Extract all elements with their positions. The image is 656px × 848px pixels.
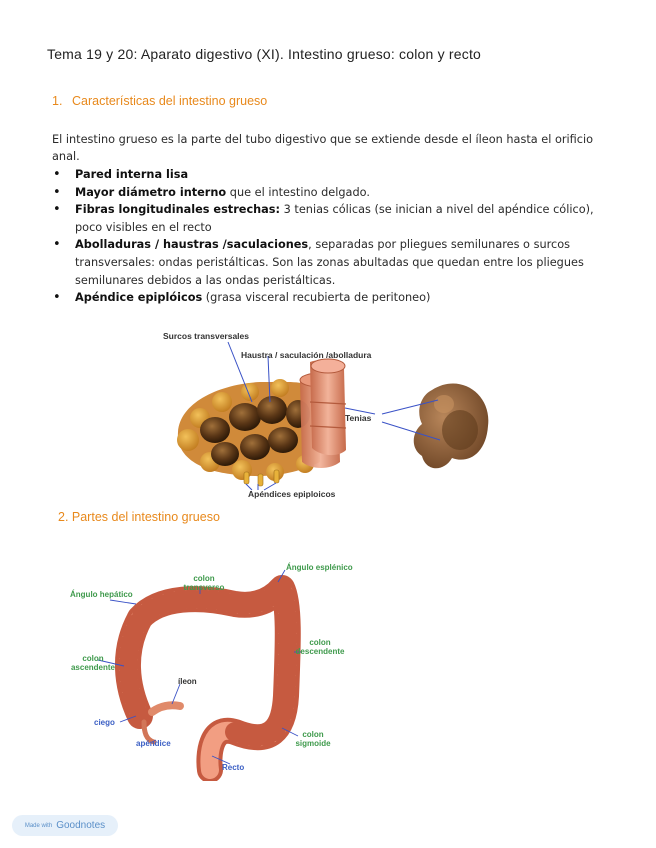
list-item-bold: Apéndice epiplóicos [75,291,203,305]
list-item-bold: Abolladuras / haustras /saculaciones [75,238,309,252]
label-tenias: Tenias [345,413,372,423]
section-1-title: Características del intestino grueso [72,94,268,108]
list-item-text: , separadas por pliegues semilunares o surcos transversales: ondas peristálticas. Son las zonas abultadas que quedan entre los pliegues semilunares debidos a las ondas peristálticas. [75,238,584,287]
label-ileon: íleon [178,677,197,686]
list-item-bold: Fibras longitudinales estrechas: [75,203,281,217]
intro-paragraph: El intestino grueso es la parte del tubo digestivo que se extiende desde el íleon hasta el orificio anal. [52,133,594,163]
list-item-text: (grasa visceral recubierta de peritoneo) [202,291,431,305]
section-1-number: 1. [52,94,63,108]
label-surcos-transversales: Surcos transversales [163,331,249,341]
document-title: Tema 19 y 20: Aparato digestivo (XI). Intestino grueso: colon y recto [47,46,482,62]
colon-segment-figure [160,322,500,502]
colon-segment-illustration [160,322,500,502]
label-haustra: Haustra / saculación /abolladura [241,350,372,360]
goodnotes-watermark [12,815,118,836]
list-item-text: 3 tenias cólicas (se inician a nivel del apéndice cólico), poco visibles en el recto [75,203,594,234]
label-colon-transverso: colon transverso [183,574,225,592]
label-apendices-epiploicos: Apéndices epiploicos [248,489,336,499]
list-item [52,201,612,236]
list-item [52,289,612,307]
list-item [52,236,612,289]
watermark-prefix: Made with [24,822,53,829]
label-colon-sigmoide: colon sigmoide [295,730,331,748]
label-apendice: apéndice [136,739,171,748]
features-list [52,166,612,307]
label-colon-ascendente: colon ascendente [70,654,116,672]
list-item [52,184,612,202]
label-angulo-esplenico: Ángulo esplénico [286,563,353,572]
section-1-heading [52,94,267,108]
label-colon-descendente: colon descendente [295,638,345,656]
list-item-bold: Mayor diámetro interno [75,185,227,199]
list-item [52,166,612,184]
label-angulo-hepatico: Ángulo hepático [70,590,133,599]
list-item-text: que el intestino delgado. [226,185,370,199]
watermark-brand: Goodnotes [56,820,106,831]
list-item-bold: Pared interna lisa [75,168,189,181]
section-2-heading: 2. Partes del intestino grueso [58,510,220,524]
label-ciego: ciego [94,718,115,727]
label-recto: Recto [222,763,245,772]
